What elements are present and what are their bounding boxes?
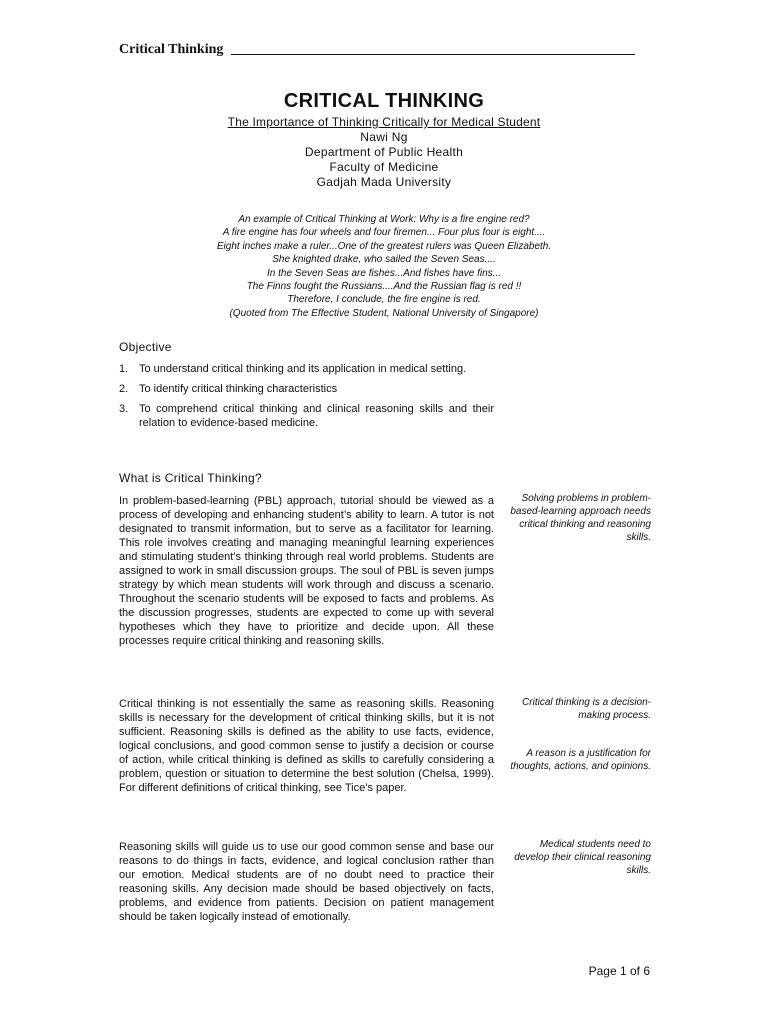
objective-heading: Objective [119,340,172,354]
quote-source: (Quoted from The Effective Student, National University of Singapore) [229,307,539,319]
author-name: Nawi Ng [360,130,408,144]
department-name: Department of Public Health [304,145,464,159]
body-paragraph: Critical thinking is not essentially the same as reasoning skills. Reasoning skills is necessary for the development of critical thinking skills, but it is not sufficient. Reasoning skills is defined as the ability to use facts, evidence, logical conclusions, and good common sense to justify a decision or course of action, while critical thinking is defined as skills to carefully considering a problem, question or situation to determine the best solution (Chelsa, 1999). For different definitions of critical thinking, see Tice’s paper. [119,698,494,794]
quote-line: The Finns fought the Russians....And the Russian flag is red !! [246,281,522,293]
list-item-text: To understand critical thinking and its application in medical setting. [139,363,467,375]
list-item-text: To identify critical thinking characteristics [139,383,338,395]
university-name: Gadjah Mada University [316,175,452,189]
title-block [0,90,768,190]
list-item-number: 1. [119,363,129,375]
document-subtitle: The Importance of Thinking Critically for Medical Student [227,115,541,129]
body-paragraph: In problem-based-learning (PBL) approach, tutorial should be viewed as a process of developing and enhancing student’s ability to learn. A tutor is not designated to transmit information, but to serve as a facilitator for learning. This role involves creating and managing meaningful learning experiences and stimulating student’s thinking through real world problems. Students are assigned to work in small discussion groups. The soul of PBL is seven jumps strategy by which mean students will work through and discuss a scenario. Throughout the scenario students will be exposed to facts and problems. As the discussion progresses, students are expected to come up with several hypotheses which they have to prioritize and decide upon. All these processes require critical thinking and reasoning skills. [119,495,494,647]
margin-note: A reason is a justification for thoughts, actions, and opinions. [510,748,651,772]
list-item [119,362,494,376]
document-title: CRITICAL THINKING [283,90,485,112]
body-paragraph: Reasoning skills will guide us to use our good common sense and base our reasons to do things in facts, evidence, and logical conclusion rather than our emotion. Medical students are of no doubt need to practice their reasoning skills. Any decision made should be based objectively on facts, problems, and evidence from patients. Decision on patient management should be taken logically instead of emotionally. [119,841,494,923]
list-item [119,402,494,430]
list-item-number: 2. [119,383,129,395]
quote-block [0,213,768,320]
quote-line: Therefore, I conclude, the fire engine is red. [287,294,481,306]
running-header-rule [231,54,635,55]
section-heading: What is Critical Thinking? [119,471,262,485]
list-item-text: To comprehend critical thinking and clinical reasoning skills and their relation to evidence-based medicine. [139,403,494,429]
running-header [119,42,635,58]
faculty-name: Faculty of Medicine [329,160,439,174]
page-number: Page 1 of 6 [588,964,650,978]
margin-note: Critical thinking is a decision-making process. [522,697,651,721]
margin-note: Medical students need to develop their clinical reasoning skills. [514,839,651,876]
list-item-number: 3. [119,403,129,415]
quote-line: An example of Critical Thinking at Work: Why is a fire engine red? [238,214,530,225]
quote-line: In the Seven Seas are fishes...And fishes have fins... [266,267,502,279]
quote-line: She knighted drake, who sailed the Seven Seas.... [272,254,496,266]
running-header-title: Critical Thinking [119,42,224,57]
objective-list [119,362,494,436]
margin-note: Solving problems in problem-based-learning approach needs critical thinking and reasoning skills. [510,493,651,543]
quote-line: Eight inches make a ruler...One of the greatest rulers was Queen Elizabeth. [216,240,552,252]
list-item [119,382,494,396]
quote-line: A fire engine has four wheels and four firemen... Four plus four is eight.... [222,227,546,239]
